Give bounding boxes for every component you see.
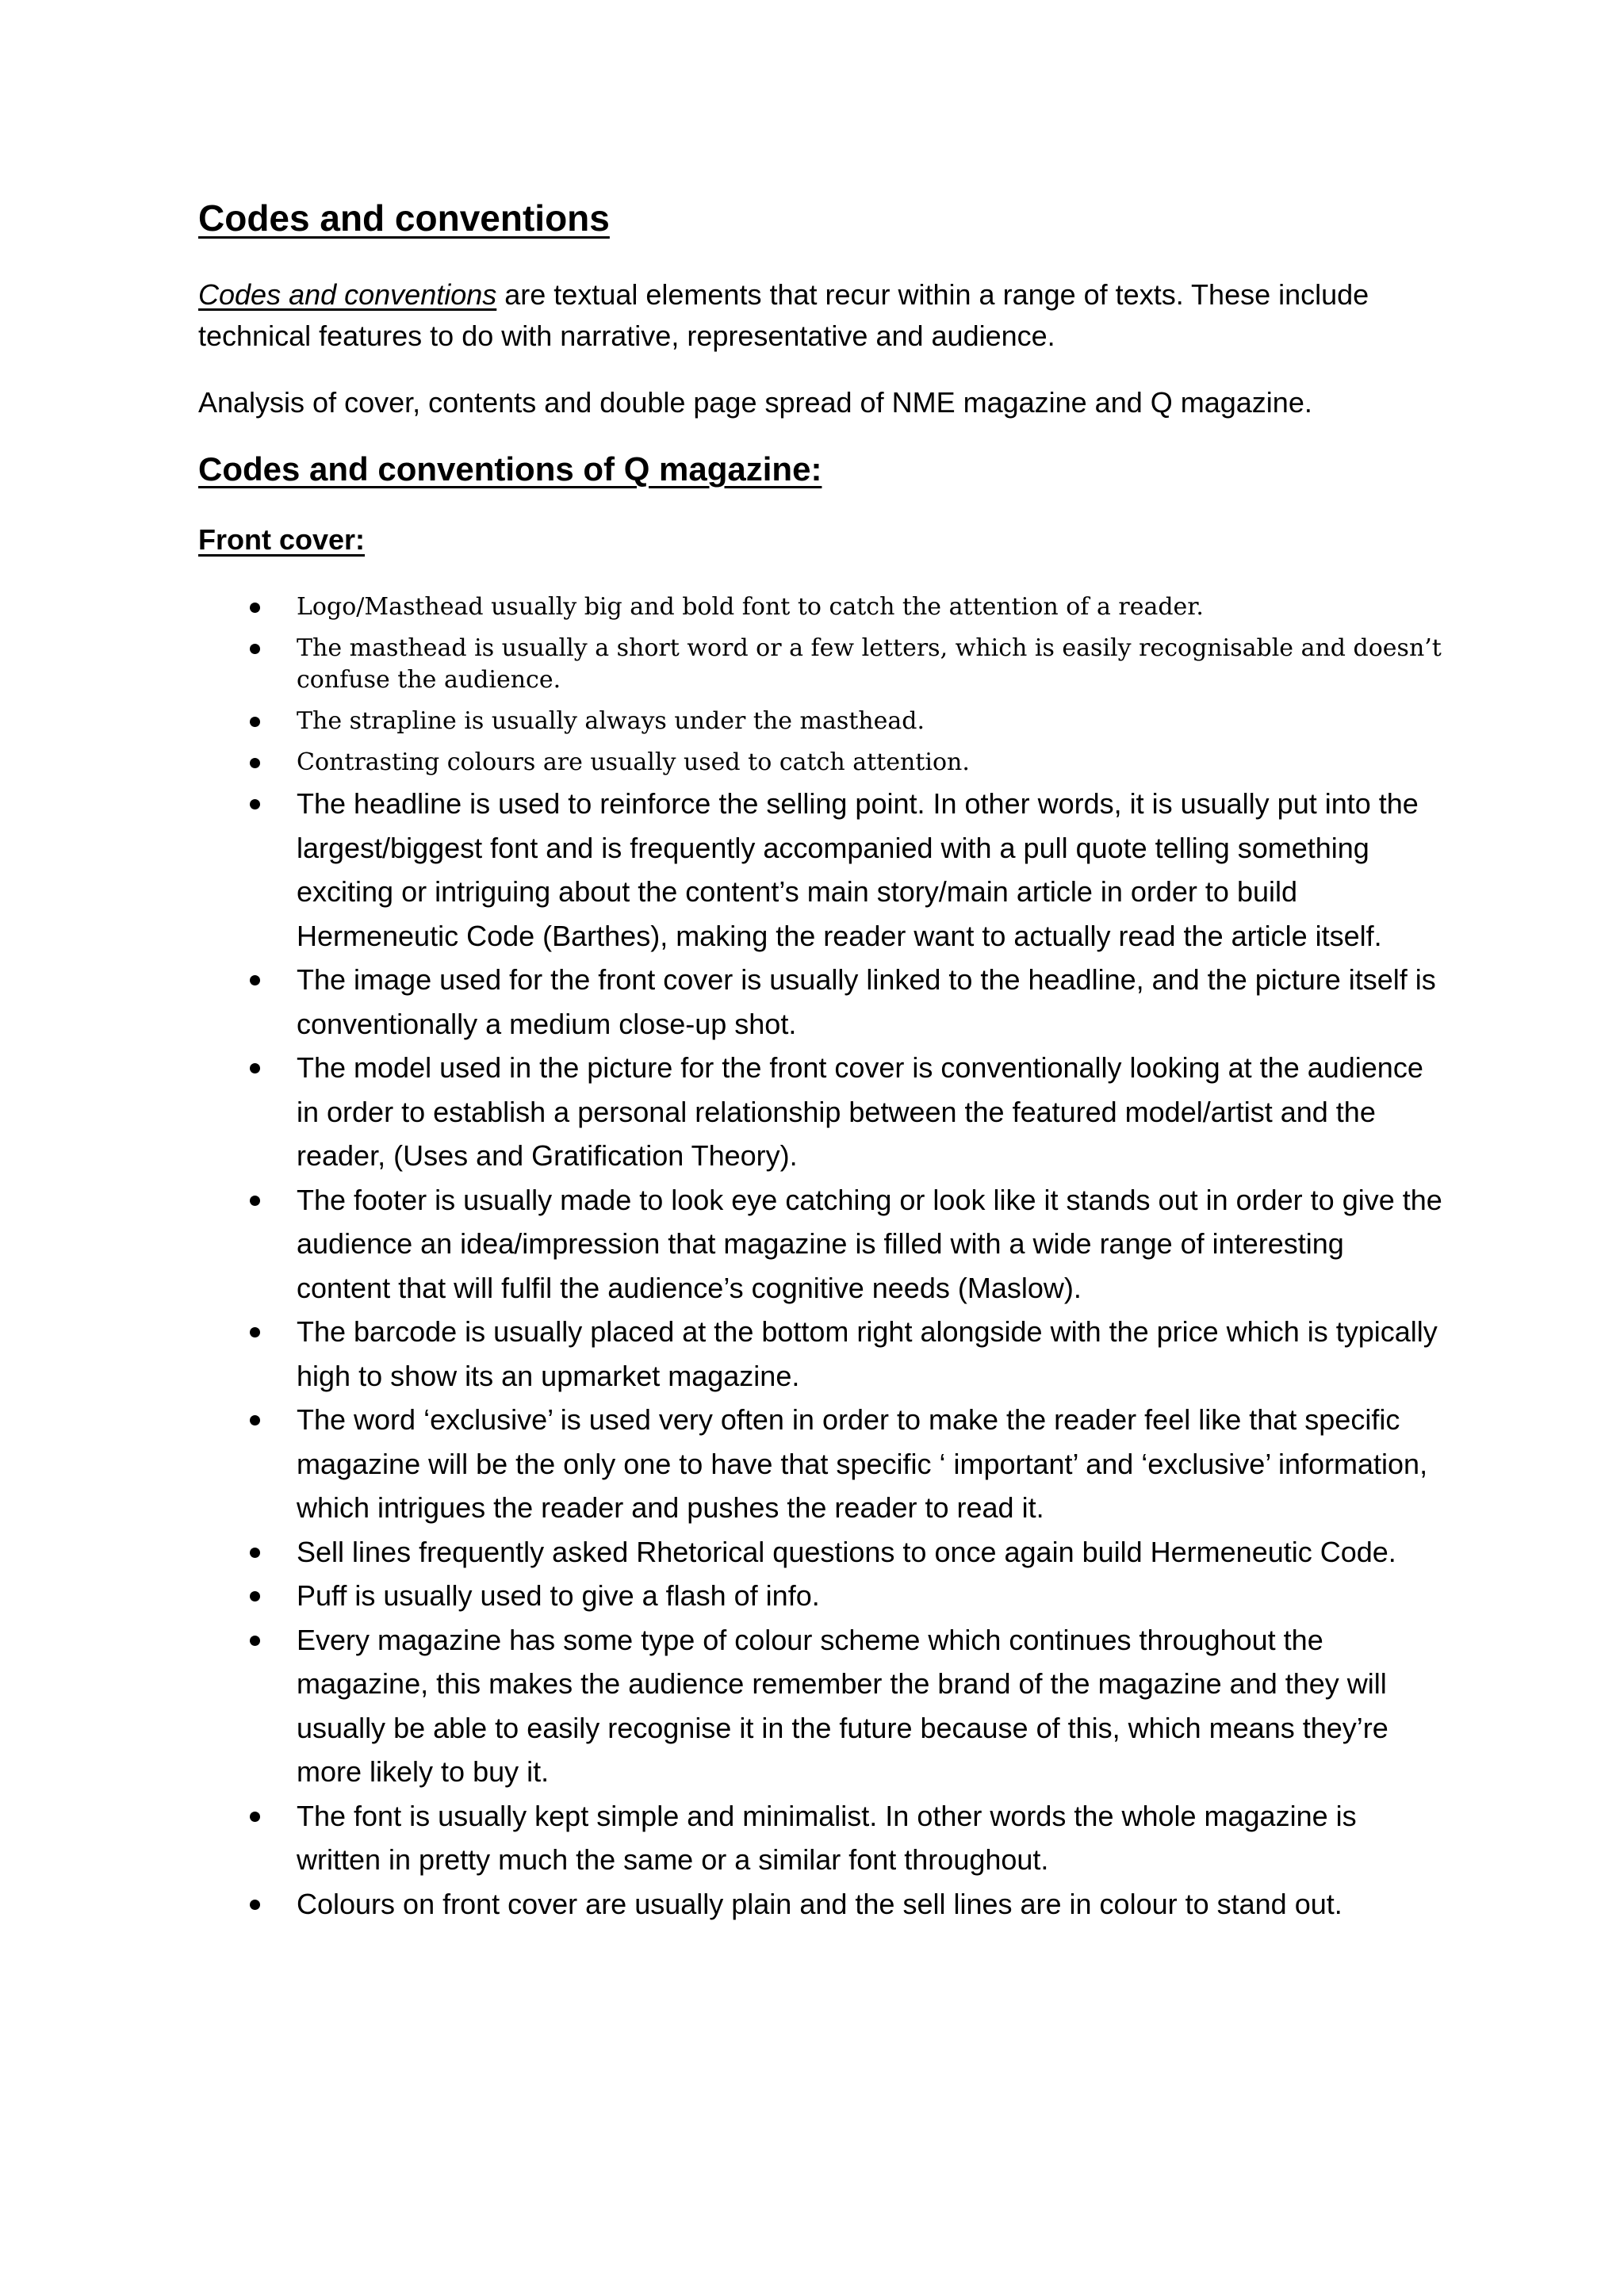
page-title: Codes and conventions (198, 197, 610, 239)
list-item-text: The strapline is usually always under the masthead. (297, 707, 925, 735)
bullet-icon (250, 799, 260, 809)
bullet-icon (250, 1548, 260, 1558)
analysis-paragraph: Analysis of cover, contents and double page spread of NME magazine and Q magazine. (198, 386, 1312, 419)
intro-paragraph (198, 274, 1443, 357)
intro-term: Codes and conventions (198, 278, 497, 311)
list-item (198, 1794, 1443, 1882)
list-item-text: Every magazine has some type of colour scheme which continues throughout the magazine, this makes the audience remember the brand of the magazine and they will usually be able to easily recognise it in the future because of this, which means they’re more likely to buy it. (297, 1623, 1388, 1788)
list-item (198, 1574, 1443, 1618)
list-item (198, 1618, 1443, 1794)
bullet-icon (250, 1812, 260, 1822)
bullet-icon (250, 1900, 260, 1910)
list-item (198, 958, 1443, 1046)
list-item (198, 782, 1443, 958)
list-item (198, 633, 1443, 696)
list-item (198, 706, 1443, 737)
list-item-text: The barcode is usually placed at the bottom right alongside with the price which is typically high to show its an upmarket magazine. (297, 1315, 1438, 1392)
list-item-text: The image used for the front cover is usually linked to the headline, and the picture itself is conventionally a medium close-up shot. (297, 963, 1436, 1040)
front-cover-label: Front cover: (198, 523, 366, 556)
bullet-icon (250, 644, 260, 654)
bullet-icon (250, 1063, 260, 1073)
list-item-text: The masthead is usually a short word or a few letters, which is easily recognisable and doesn’t confuse the audience. (297, 634, 1442, 694)
bullet-icon (250, 717, 260, 727)
list-item-text: Puff is usually used to give a flash of info. (297, 1579, 820, 1612)
list-item (198, 1398, 1443, 1530)
bullet-icon (250, 1327, 260, 1337)
section-heading: Codes and conventions of Q magazine: (198, 450, 822, 488)
bullet-icon (250, 1415, 260, 1425)
bullet-icon (250, 603, 260, 613)
list-item-text: Colours on front cover are usually plain and the sell lines are in colour to stand out. (297, 1887, 1342, 1920)
intro-text: are textual elements that recur within a range of texts. These include technical features to do with narrative, representative and audience. (198, 278, 1369, 352)
list-item-text: The headline is used to reinforce the selling point. In other words, it is usually put into the largest/biggest font and is frequently accompanied with a pull quote telling something exciting or intriguing about the content’s main story/main article in order to build Hermeneutic Code (Barthes), making the reader want to actually read the article itself. (297, 787, 1419, 952)
bullet-icon (250, 1636, 260, 1646)
list-item (198, 1310, 1443, 1398)
list-item-text: The word ‘exclusive’ is used very often in order to make the reader feel like that specific magazine will be the only one to have that specific ‘ important’ and ‘exclusive’ information, which intrigues the reader and pushes the reader to read it. (297, 1403, 1428, 1524)
bullet-icon (250, 758, 260, 768)
list-item (198, 1178, 1443, 1311)
list-item-text: Logo/Masthead usually big and bold font to catch the attention of a reader. (297, 593, 1204, 621)
bullet-icon (250, 1196, 260, 1206)
list-item (198, 1046, 1443, 1178)
list-item (198, 1530, 1443, 1575)
list-item-text: Sell lines frequently asked Rhetorical questions to once again build Hermeneutic Code. (297, 1535, 1396, 1568)
list-item-text: The model used in the picture for the front cover is conventionally looking at the audience in order to establish a personal relationship between the featured model/artist and the reader, (Uses and Gratification Theory). (297, 1051, 1423, 1172)
list-item (198, 591, 1443, 623)
front-cover-points-list (198, 591, 1443, 1926)
list-item-text: The font is usually kept simple and minimalist. In other words the whole magazine is written in pretty much the same or a similar font throughout. (297, 1799, 1357, 1876)
bullet-icon (250, 975, 260, 985)
bullet-icon (250, 1591, 260, 1601)
list-item (198, 1882, 1443, 1927)
list-item-text: Contrasting colours are usually used to catch attention. (297, 748, 970, 776)
list-item (198, 747, 1443, 779)
list-item-text: The footer is usually made to look eye catching or look like it stands out in order to give the audience an idea/impression that magazine is filled with a wide range of interesting content that will fulfil the audience’s cognitive needs (Maslow). (297, 1183, 1442, 1304)
